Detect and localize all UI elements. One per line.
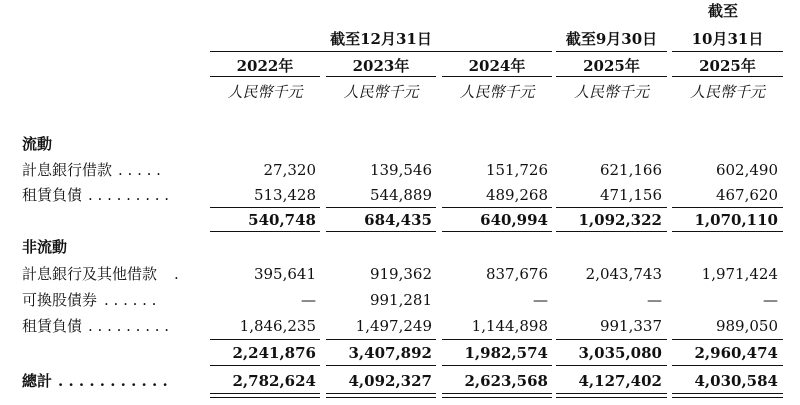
row-label: 計息銀行及其他借款	[22, 265, 158, 283]
total-double-rule	[672, 393, 783, 398]
subtotal-rule	[672, 339, 783, 340]
cell: 395,641	[253, 265, 316, 283]
cell: 989,050	[715, 317, 778, 335]
unit-2024: 人民幣千元	[459, 83, 535, 101]
subtotal-cell: 684,435	[364, 211, 432, 229]
total-cell: 4,030,584	[694, 372, 778, 390]
cell: 602,490	[715, 161, 778, 179]
year-rule-2	[326, 76, 436, 77]
header-group-oct-line2: 10月31日	[691, 30, 764, 48]
cell: 2,043,743	[585, 265, 662, 283]
subtotal-cell: 3,407,892	[348, 344, 432, 362]
header-rule-group2	[556, 51, 667, 52]
year-rule-4	[556, 76, 667, 77]
row-dots: . . . . .	[118, 161, 161, 179]
unit-2023: 人民幣千元	[343, 83, 419, 101]
row-dots: .	[174, 265, 179, 283]
subtotal-rule-bottom	[326, 365, 436, 366]
row-label: 可換股債券	[22, 291, 98, 309]
row-label: 租賃負債	[22, 186, 83, 204]
unit-2025-sep: 人民幣千元	[573, 83, 649, 101]
row-label: 租賃負債	[22, 317, 83, 335]
cell: 151,726	[485, 161, 548, 179]
cell: —	[301, 291, 316, 309]
cell: 1,971,424	[701, 265, 778, 283]
cell: 621,166	[599, 161, 662, 179]
subtotal-cell: 640,994	[480, 211, 548, 229]
total-label: 總計	[22, 372, 53, 390]
cell: 544,889	[369, 186, 432, 204]
total-double-rule	[556, 393, 667, 398]
subtotal-rule	[210, 207, 320, 208]
subtotal-rule-bottom	[210, 365, 320, 366]
row-dots: . . . . . . . . .	[88, 317, 170, 335]
row-label: 計息銀行借款	[22, 161, 113, 179]
total-cell: 2,782,624	[232, 372, 316, 390]
subtotal-rule	[672, 207, 783, 208]
cell: 919,362	[369, 265, 432, 283]
section-title-current: 流動	[22, 135, 53, 153]
subtotal-rule-bottom	[210, 231, 320, 232]
header-group-oct-line1: 截至	[708, 2, 739, 20]
subtotal-rule-bottom	[442, 231, 552, 232]
cell: 837,676	[485, 265, 548, 283]
subtotal-rule-bottom	[326, 231, 436, 232]
total-cell: 4,127,402	[578, 372, 662, 390]
total-cell: 2,623,568	[464, 372, 548, 390]
year-2025-sep: 2025年	[583, 57, 640, 75]
subtotal-rule-bottom	[672, 231, 783, 232]
cell: 991,281	[369, 291, 432, 309]
total-cell: 4,092,327	[348, 372, 432, 390]
subtotal-cell: 1,070,110	[694, 211, 778, 229]
subtotal-cell: 1,092,322	[578, 211, 662, 229]
unit-2022: 人民幣千元	[227, 83, 303, 101]
subtotal-cell: 1,982,574	[464, 344, 548, 362]
cell: 991,337	[599, 317, 662, 335]
subtotal-rule	[326, 207, 436, 208]
cell: 513,428	[253, 186, 316, 204]
cell: 139,546	[369, 161, 432, 179]
year-rule-1	[210, 76, 320, 77]
year-rule-3	[442, 76, 552, 77]
subtotal-cell: 2,960,474	[694, 344, 778, 362]
cell: 467,620	[715, 186, 778, 204]
row-dots: . . . . . . . . .	[88, 186, 170, 204]
cell: —	[533, 291, 548, 309]
subtotal-cell: 3,035,080	[578, 344, 662, 362]
subtotal-cell: 2,241,876	[232, 344, 316, 362]
section-title-noncurrent: 非流動	[22, 238, 68, 256]
year-2023: 2023年	[352, 57, 410, 75]
subtotal-rule-bottom	[442, 365, 552, 366]
subtotal-rule	[442, 339, 552, 340]
subtotal-rule-bottom	[556, 365, 667, 366]
subtotal-rule	[556, 207, 667, 208]
cell: —	[647, 291, 662, 309]
header-group-sep: 截至9月30日	[565, 30, 658, 48]
unit-2025-oct: 人民幣千元	[689, 83, 765, 101]
cell: 1,846,235	[239, 317, 316, 335]
year-2024: 2024年	[468, 57, 526, 75]
cell: 27,320	[263, 161, 316, 179]
subtotal-rule-bottom	[672, 365, 783, 366]
header-rule-group1	[210, 51, 552, 52]
cell: —	[763, 291, 778, 309]
cell: 1,144,898	[471, 317, 548, 335]
cell: 471,156	[599, 186, 662, 204]
row-dots: . . . . . .	[104, 291, 157, 309]
subtotal-cell: 540,748	[248, 211, 316, 229]
total-dots: . . . . . . . . . . .	[58, 372, 168, 390]
total-double-rule	[210, 393, 320, 398]
subtotal-rule-bottom	[556, 231, 667, 232]
year-rule-5	[672, 76, 783, 77]
total-double-rule	[442, 393, 552, 398]
cell: 1,497,249	[355, 317, 432, 335]
header-group-2022-2024: 截至12月31日	[330, 30, 432, 48]
header-rule-group3	[672, 51, 783, 52]
cell: 489,268	[485, 186, 548, 204]
subtotal-rule	[210, 339, 320, 340]
subtotal-rule	[442, 207, 552, 208]
year-2022: 2022年	[236, 57, 294, 75]
subtotal-rule	[326, 339, 436, 340]
year-2025-oct: 2025年	[699, 57, 756, 75]
total-double-rule	[326, 393, 436, 398]
subtotal-rule	[556, 339, 667, 340]
